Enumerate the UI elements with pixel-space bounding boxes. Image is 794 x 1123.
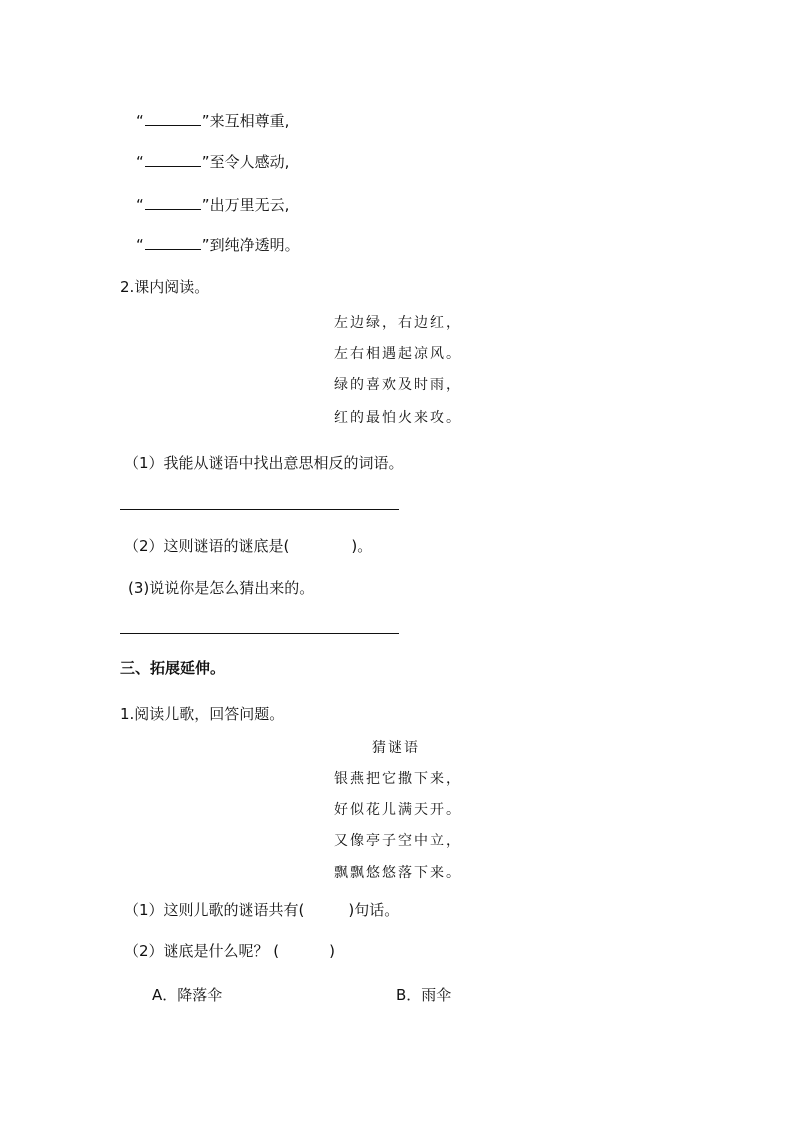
blank-input-2[interactable] [145, 152, 201, 167]
riddle-poem-line-1: 左边绿，右边红， [334, 315, 462, 331]
close-quote: ” [201, 153, 210, 171]
fill-blank-line-1 [136, 110, 289, 131]
section3-question-1 [124, 899, 399, 920]
question-2-suffix: )。 [351, 537, 373, 555]
song-line-3: 又像亭子空中立， [334, 833, 462, 849]
section3-question-2 [124, 940, 335, 961]
song-title: 猜谜语 [372, 740, 420, 756]
answer-line-2[interactable] [120, 633, 399, 634]
song-line-1: 银燕把它撒下来， [334, 771, 462, 787]
section2-question-1: （1）我能从谜语中找出意思相反的词语。 [124, 454, 404, 472]
section3-item-1: 1.阅读儿歌，回答问题。 [120, 705, 285, 723]
blank-text-4: 到纯净透明。 [209, 236, 300, 254]
open-quote: “ [136, 112, 144, 130]
fill-blank-line-2 [136, 151, 289, 172]
riddle-poem-line-2: 左右相遇起凉风。 [334, 346, 462, 362]
blank-input-1[interactable] [145, 111, 201, 126]
blank-text-2: 至令人感动, [209, 153, 290, 171]
fill-blank-line-3 [136, 194, 289, 215]
song-line-2: 好似花儿满天开。 [334, 802, 462, 818]
option-a[interactable]: A．降落伞 [152, 986, 223, 1004]
answer-line-1[interactable] [120, 509, 399, 510]
open-quote: “ [136, 236, 144, 254]
blank-text-3: 出万里无云, [209, 196, 290, 214]
section2-heading: 2.课内阅读。 [120, 278, 210, 296]
section3-heading: 三、拓展延伸。 [120, 659, 226, 677]
open-quote: “ [136, 153, 144, 171]
blank-input-3[interactable] [145, 195, 201, 210]
question-1-prefix: （1）这则儿歌的谜语共有( [124, 901, 305, 919]
question-1-suffix: )句话。 [348, 901, 400, 919]
song-line-4: 飘飘悠悠落下来。 [334, 865, 462, 881]
close-quote: ” [201, 196, 210, 214]
fill-blank-line-4 [136, 234, 300, 255]
option-b[interactable]: B．雨伞 [396, 986, 452, 1004]
section2-question-3: (3)说说你是怎么猜出来的。 [128, 579, 315, 597]
question-2-suffix: ) [329, 942, 336, 960]
blank-input-4[interactable] [145, 235, 201, 250]
close-quote: ” [201, 112, 210, 130]
riddle-poem-line-4: 红的最怕火来攻。 [334, 410, 462, 426]
section2-question-2 [124, 535, 372, 556]
close-quote: ” [201, 236, 210, 254]
riddle-poem-line-3: 绿的喜欢及时雨， [334, 377, 462, 393]
question-2-prefix: （2）这则谜语的谜底是( [124, 537, 290, 555]
question-2-prefix: （2）谜底是什么呢？ ( [124, 942, 280, 960]
open-quote: “ [136, 196, 144, 214]
blank-text-1: 来互相尊重, [209, 112, 290, 130]
